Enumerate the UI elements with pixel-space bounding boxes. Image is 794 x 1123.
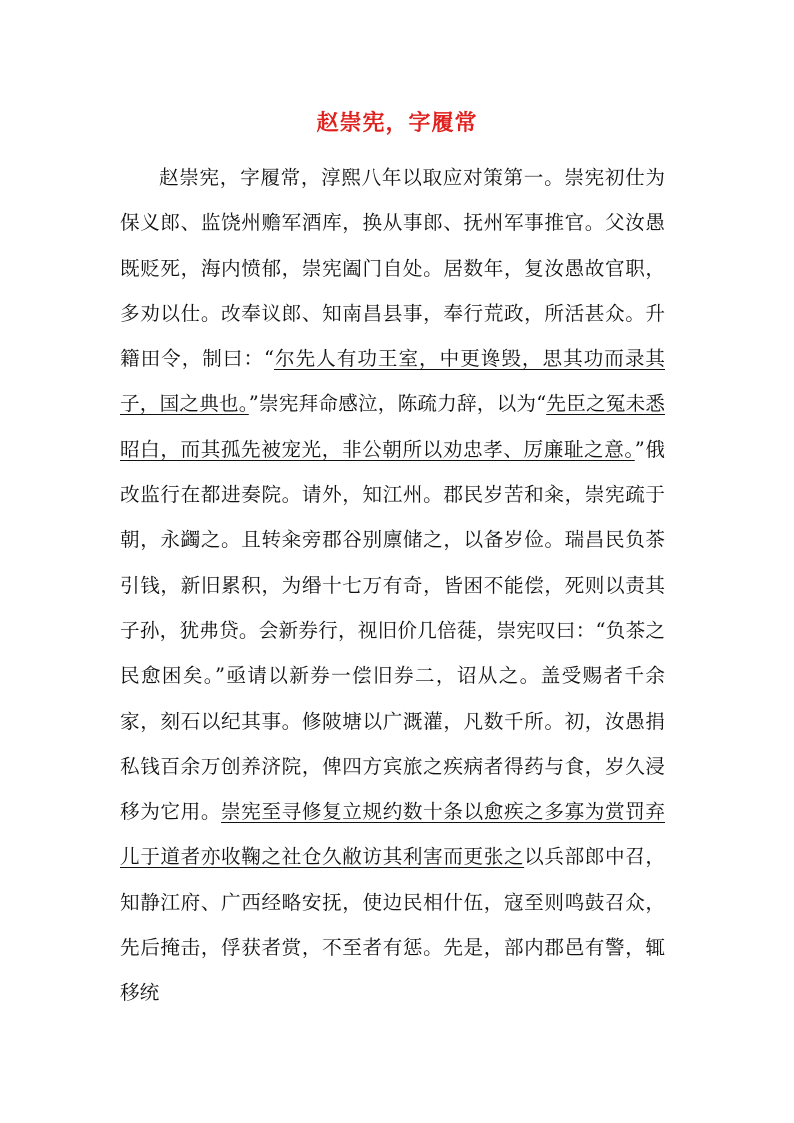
body-text-segment: ”崇宪拜命感泣，陈疏力辞，以为“ [248, 392, 547, 416]
document-body [120, 155, 665, 1016]
underlined-quote: 尔先人有功王室，中更谗毁，思其功而录其子，国之典也。 [120, 347, 665, 416]
underlined-quote: 先臣之冤未悉昭白，而其孤先被宠光，非公朝所以劝忠孝、厉廉耻之意。 [120, 392, 666, 461]
body-text-segment: 以兵部郎中召，知静江府、广西经略安抚，使边民相什伍，寇至则鸣鼓召众，先后掩击，俘获者赏，不至者有惩。先是，部内郡邑有警，辄移统 [120, 845, 666, 1005]
body-text-segment: ”俄改监行在都进奏院。请外，知江州。郡民岁苦和籴，崇宪疏于朝，永蠲之。且转籴旁郡谷别廪储之，以备岁俭。瑞昌民负茶引钱，新旧累积，为缗十七万有奇，皆困不能偿，死则以责其子孙，犹弗贷。会新券行，视旧价几倍蓰，崇宪叹曰：“负茶之民愈困矣。”亟请以新券一偿旧券二，诏从之。盖受赐者千余家，刻石以纪其事。修陂塘以广溉灌，凡数千所。初，汝愚捐私钱百余万创养济院，俾四方宾旅之疾病者得药与食，岁久浸移为它用。 [120, 437, 665, 824]
underlined-passage: 崇宪至寻修复立规约数十条以愈疾之多寡为赏罚弃儿于道者亦收鞠之社仓久敝访其利害而更张之 [120, 800, 666, 869]
body-text-segment: 赵崇宪，字履常，淳熙八年以取应对策第一。崇宪初仕为保义郎、监饶州赡军酒库，换从事郎、抚州军事推官。父汝愚既贬死，海内愤郁，崇宪阖门自处。居数年，复汝愚故官职，多劝以仕。改奉议郎、知南昌县事，奉行荒政，所活甚众。升籍田令，制曰：“ [120, 166, 665, 371]
document-title: 赵崇宪，字履常 [316, 110, 478, 136]
